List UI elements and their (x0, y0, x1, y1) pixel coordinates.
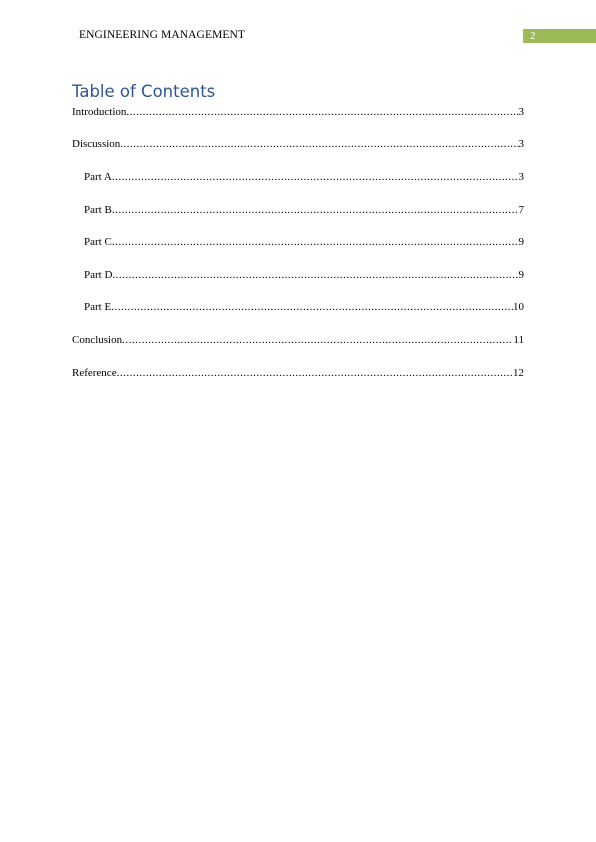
toc-entry-label: Reference (72, 367, 117, 379)
toc-entry-part-c[interactable] (84, 234, 524, 250)
toc-dot-leader (112, 267, 518, 283)
toc-entry-reference[interactable] (72, 365, 524, 381)
toc-entry-page: 9 (518, 236, 524, 248)
header-title: ENGINEERING MANAGEMENT (79, 29, 246, 41)
toc-entry-label: Part B (84, 204, 112, 216)
toc-entry-label: Introduction (72, 106, 127, 118)
toc-entry-page: 9 (518, 269, 524, 281)
toc-entry-page: 3 (518, 138, 524, 150)
toc-entry-page: 12 (513, 367, 524, 379)
toc-dot-leader (122, 332, 513, 348)
toc-entry-page: 7 (518, 204, 524, 216)
toc-dot-leader (126, 104, 518, 120)
toc-entry-introduction[interactable] (72, 104, 524, 120)
toc-dot-leader (117, 365, 513, 381)
toc-dot-leader (120, 136, 518, 152)
page-number-badge: 2 (523, 29, 596, 43)
toc-entry-label: Part C (84, 236, 112, 248)
toc-entry-label: Conclusion (72, 334, 123, 346)
toc-entry-part-e[interactable] (84, 299, 524, 315)
toc-entry-page: 10 (513, 301, 524, 313)
toc-dot-leader (112, 202, 519, 218)
toc-entry-page: 11 (513, 334, 524, 346)
toc-entry-part-d[interactable] (84, 267, 524, 283)
toc-dot-leader (112, 234, 519, 250)
toc-entry-discussion[interactable] (72, 136, 524, 152)
toc-dot-leader (112, 169, 519, 185)
toc-entry-page: 3 (518, 171, 524, 183)
toc-entry-conclusion[interactable] (72, 332, 524, 348)
toc-entry-label: Part D (84, 269, 113, 281)
toc-dot-leader (111, 299, 513, 315)
toc-entry-label: Part E (84, 301, 112, 313)
toc-entry-page: 3 (518, 106, 524, 118)
toc-entry-label: Part A (84, 171, 112, 183)
toc-entry-part-b[interactable] (84, 202, 524, 218)
toc-heading: Table of Contents (72, 82, 216, 101)
toc-entry-part-a[interactable] (84, 169, 524, 185)
toc-entry-label: Discussion (72, 138, 121, 150)
